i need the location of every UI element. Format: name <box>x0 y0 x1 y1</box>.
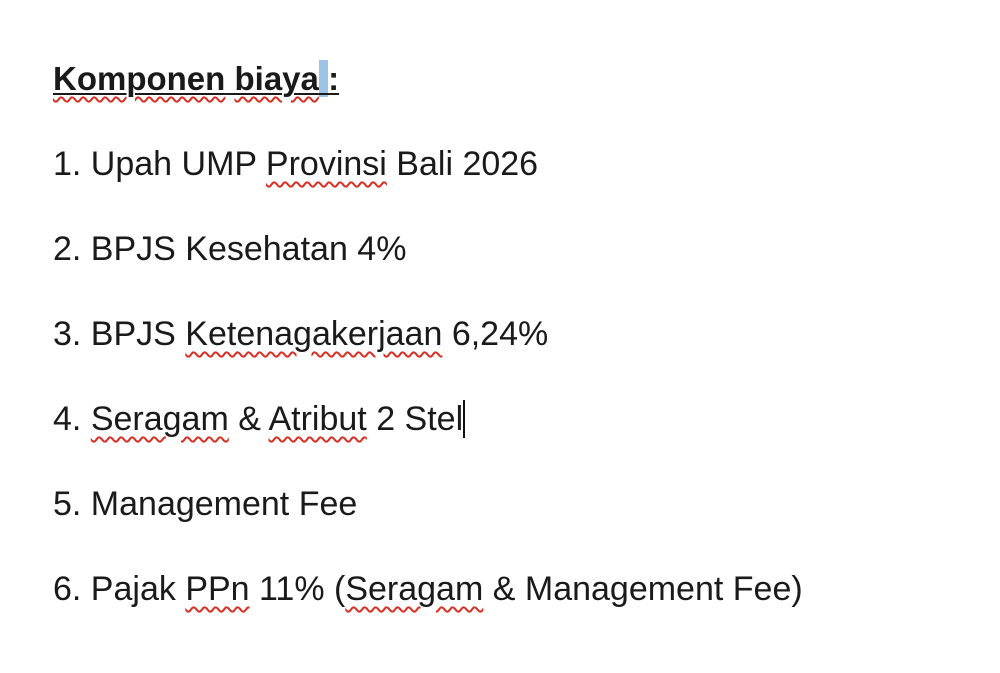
list-item[interactable] <box>53 479 803 529</box>
text-run: 2. BPJS Kesehatan 4% <box>53 230 407 268</box>
text-run: 3. BPJS <box>53 315 186 353</box>
text-run <box>225 60 234 97</box>
text-run <box>319 60 328 97</box>
misspelled-word[interactable]: Seragam <box>90 400 229 438</box>
heading-komponen-biaya[interactable] <box>53 54 803 104</box>
text-run: 6. Pajak <box>53 570 186 608</box>
document-body[interactable] <box>53 54 803 649</box>
text-run: & Management Fee) <box>483 570 803 608</box>
text-run: 11% ( <box>249 570 346 608</box>
misspelled-word[interactable]: Komponen <box>53 60 226 97</box>
text-run: & <box>228 400 269 438</box>
text-run: 1. Upah UMP <box>53 145 266 183</box>
list-item[interactable] <box>53 139 803 189</box>
list-item[interactable] <box>53 224 803 274</box>
misspelled-word[interactable]: Seragam <box>345 570 484 608</box>
misspelled-word[interactable]: Atribut <box>268 400 367 438</box>
text-run: 6,24% <box>442 315 549 353</box>
cost-component-list <box>53 139 803 614</box>
text-run: 5. Management Fee <box>53 485 358 523</box>
misspelled-word[interactable]: biaya <box>234 60 319 97</box>
misspelled-word[interactable]: Provinsi <box>265 145 387 183</box>
text-run: : <box>328 60 340 97</box>
text-run: 4. <box>53 400 91 438</box>
list-item[interactable] <box>53 309 803 359</box>
misspelled-word[interactable]: Ketenagakerjaan <box>185 315 443 353</box>
list-item[interactable] <box>53 394 803 444</box>
text-run: Bali 2026 <box>386 145 539 183</box>
list-item[interactable] <box>53 564 803 614</box>
misspelled-word[interactable]: PPn <box>185 570 250 608</box>
text-cursor <box>463 400 465 438</box>
text-run: 2 Stel <box>366 400 464 438</box>
